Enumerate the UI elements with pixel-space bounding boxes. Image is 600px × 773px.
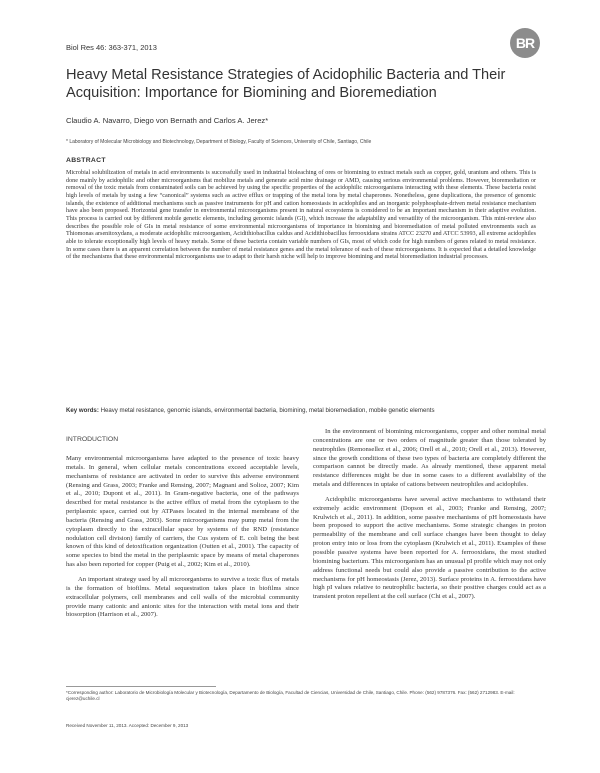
body-paragraph: Many environmental microorganisms have adapted to the presence of toxic heavy metals. In general, when cellular metals concentrations exceed acceptable levels, mechanisms of resistance are activated in order to survive this adverse environment (Rensing and Grass, 2003; Franke and Rensing, 2007; Magnani and Solioz, 2007; Kim et al., 2010; Dupont et al., 2011). In Gram-negative bacteria, one of the pathways described for metal resistance is the active efflux of metal from the cytoplasm to the periplasmic space, carried out by ATPases located in the internal membrane of the bacteria (Rensing and Grass, 2003). Some microorganisms may pump metal from the cytoplasm directly to the extracellular space by systems of the RND (resistance nodulation cell division) family of carriers, the Cus system of E. coli being the best known of this kind of detoxification organization (Outten et al., 2001). The capacity of some species to bind the metal in the periplasmic space by means of metal chaperones has also been reported for copper (Puig et al., 2002; Kim et al., 2010). [66,455,299,569]
footnote-rule [66,686,216,687]
keywords-label: Key words: [66,407,99,414]
abstract-text: Microbial solubilization of metals in acid environments is successfully used in industrial bioleaching of ores or biomining to extract metals such as copper, gold, uranium and others. This is done mainly by acidophilic and other microorganisms that mobilize metals and generate acid mine drainage or AMD, causing serious environmental problems. However, bioremediation or removal of the toxic metals from contaminated soils can be achieved by using the specific properties of the acidophilic microorganisms interacting with these elements. These bacteria resist high levels of metals by using a few “canonical” systems such as active efflux or trapping of the metal ions by metal chaperones. Nonetheless, gene duplications, the presence of genomic islands, the existence of additional mechanisms such as passive instruments for pH and cation homeostasis in acidophiles and an inorganic polyphosphate-driven metal resistance mechanism have also been proposed. Horizontal gene transfer in environmental microorganisms present in natural ecosystems is considered to be an important mechanism in their adaptive evolution. This process is carried out by different mobile genetic elements, including genomic islands (GI), which increase the adaptability and versatility of the microorganism. This mini-review also describes the possible role of GIs in metal resistance of some environmental microorganisms of importance in biomining and bioremediation of metal polluted environments such as Thiomonas arsenitoxydans, a moderate acidophilic microorganism, Acidithiobacillus caldus and Acidithiobacillus ferrooxidans strains ATCC 23270 and ATCC 53993, all extreme acidophiles able to tolerate exceptionally high levels of heavy metals. Some of these bacteria contain variable numbers of GIs, most of which code for high numbers of genes related to metal resistance. In some cases there is an apparent correlation between the number of metal resistance genes and the metal tolerance of each of these microorganisms. It is expected that a detailed knowledge of the mechanisms that these environmental microorganisms use to adapt to their harsh niche will help to improve biomining and metal bioremediation industrial processes. [66,170,536,261]
journal-logo: BR [510,28,540,58]
left-column [66,436,299,626]
received-dates: Received November 11, 2013. Accepted: December 9, 2013 [66,723,189,728]
body-paragraph: An important strategy used by all microorganisms to survive a toxic flux of metals is the formation of biofilms. Metal sequestration takes place in biofilms since extracellular polymers, cell membranes and cell walls of the microbial community provide many cationic and anionic sites for the interaction with metal ions and their biosorption (Harrison et al., 2007). [66,575,299,619]
corresponding-author-footnote: *Corresponding author: Laboratorio de Microbiología Molecular y Biotecnología, Departamento de Biología, Facultad de Ciencias, Universidad de Chile, Santiago, Chile. Phone: (562) 9787376. Fax: (562) 2712983. E-mail: cjerez@uchile.cl [66,690,515,702]
paper-title: Heavy Metal Resistance Strategies of Acidophilic Bacteria and Their Acquisition: Importance for Biomining and Bioremediation [66,67,506,101]
introduction-heading: INTRODUCTION [66,436,119,443]
body-paragraph: Acidophilic microorganisms have several active mechanisms to withstand their extremely acidic environment (Dopson et al., 2003; Franke and Rensing, 2007; Krulwich et al., 2011). In addition, some passive mechanisms of pH homeostasis have been proposed to support the active mechanisms. Some strategic changes in proton permeability of the membrane and cell surface changes have been thought to delay proton entry into or loss from the cytoplasm (Krulwich et al., 2011). Examples of these possible passive systems have been reported for A. ferrooxidans, the most studied biomining bacterium. This microorganism has an unusual pI profile which may not only address functional needs but could also provide a passive contribution to the active mechanisms for pH homeostasis (Jerez, 2013). Surface proteins in A. ferrooxidans have high pI values relative to neutrophilic bacteria, so their positive charges could act as a transient proton repellent at the cell surface (Chi et al., 2007). [313,495,546,601]
keywords [66,407,536,414]
right-column [313,428,546,608]
keywords-text: Heavy metal resistance, genomic islands, environmental bacteria, biomining, metal bioremediation, mobile genetic elements [100,407,435,414]
author-list: Claudio A. Navarro, Diego von Bernath and Carlos A. Jerez* [66,116,269,125]
body-paragraph: In the environment of biomining microorganisms, copper and other nominal metal concentrations are one or two orders of magnitude greater than those tolerated by neutrophiles (Remonsellez et al., 2006; Orell et al., 2010; Orell et al., 2013). However, since the growth conditions of these two types of bacteria are completely different the comparison cannot be directly made. As already mentioned, these apparent metal resistance differences might be due in some cases to a different availability of the metals and differences in uptake of cations between neutrophiles and acidophiles. [313,428,546,489]
abstract-heading: ABSTRACT [66,157,106,164]
journal-citation: Biol Res 46: 363-371, 2013 [66,43,157,52]
affiliation: * Laboratory of Molecular Microbiology and Biotechnology, Department of Biology, Faculty of Sciences, University of Chile, Santiago, Chile [66,139,372,145]
